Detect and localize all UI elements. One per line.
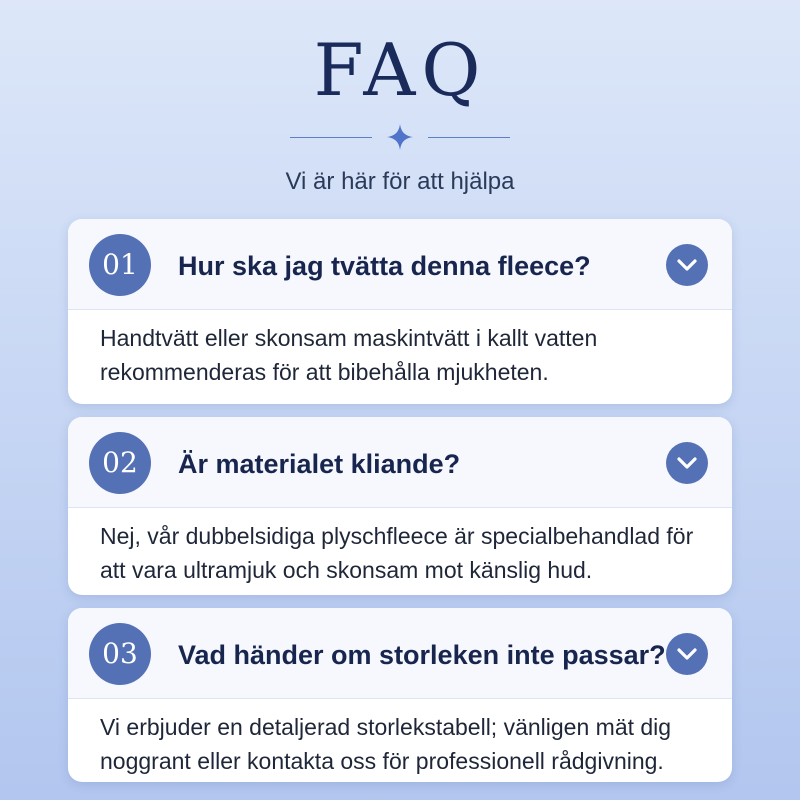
divider-line-right — [428, 137, 510, 138]
faq-number-badge: 01 — [89, 234, 151, 296]
divider-line-left — [290, 137, 372, 138]
faq-question: Är materialet kliande? — [178, 449, 461, 479]
faq-answer: Vi erbjuder en detaljerad storlekstabell; vänligen mät dig noggrant eller kontakta oss för professionell rådgivning. — [100, 714, 672, 774]
chevron-down-icon — [676, 645, 698, 663]
faq-question: Hur ska jag tvätta denna fleece? — [178, 251, 591, 281]
faq-item-header[interactable] — [68, 219, 732, 310]
chevron-down-icon — [676, 454, 698, 472]
faq-toggle-button[interactable] — [666, 244, 708, 286]
faq-toggle-button[interactable] — [666, 442, 708, 484]
faq-item-2[interactable] — [68, 417, 732, 595]
sparkle-icon — [387, 124, 413, 150]
faq-item-header[interactable] — [68, 417, 732, 508]
faq-item-3[interactable] — [68, 608, 732, 782]
chevron-down-icon — [676, 256, 698, 274]
faq-item-header[interactable] — [68, 608, 732, 699]
faq-question: Vad händer om storleken inte passar? — [178, 640, 666, 670]
page-title: FAQ — [313, 28, 487, 112]
title-divider — [290, 124, 510, 150]
page-subtitle: Vi är här för att hjälpa — [285, 168, 515, 195]
faq-toggle-button[interactable] — [666, 633, 708, 675]
faq-header — [0, 0, 800, 215]
faq-number-badge: 03 — [89, 623, 151, 685]
faq-number-badge: 02 — [89, 432, 151, 494]
faq-answer: Nej, vår dubbelsidiga plyschfleece är specialbehandlad för att vara ultramjuk och skonsam mot känslig hud. — [100, 523, 694, 583]
faq-item-1[interactable] — [68, 219, 732, 404]
faq-answer: Handtvätt eller skonsam maskintvätt i kallt vatten rekommenderas för att bibehålla mjukheten. — [100, 325, 598, 385]
